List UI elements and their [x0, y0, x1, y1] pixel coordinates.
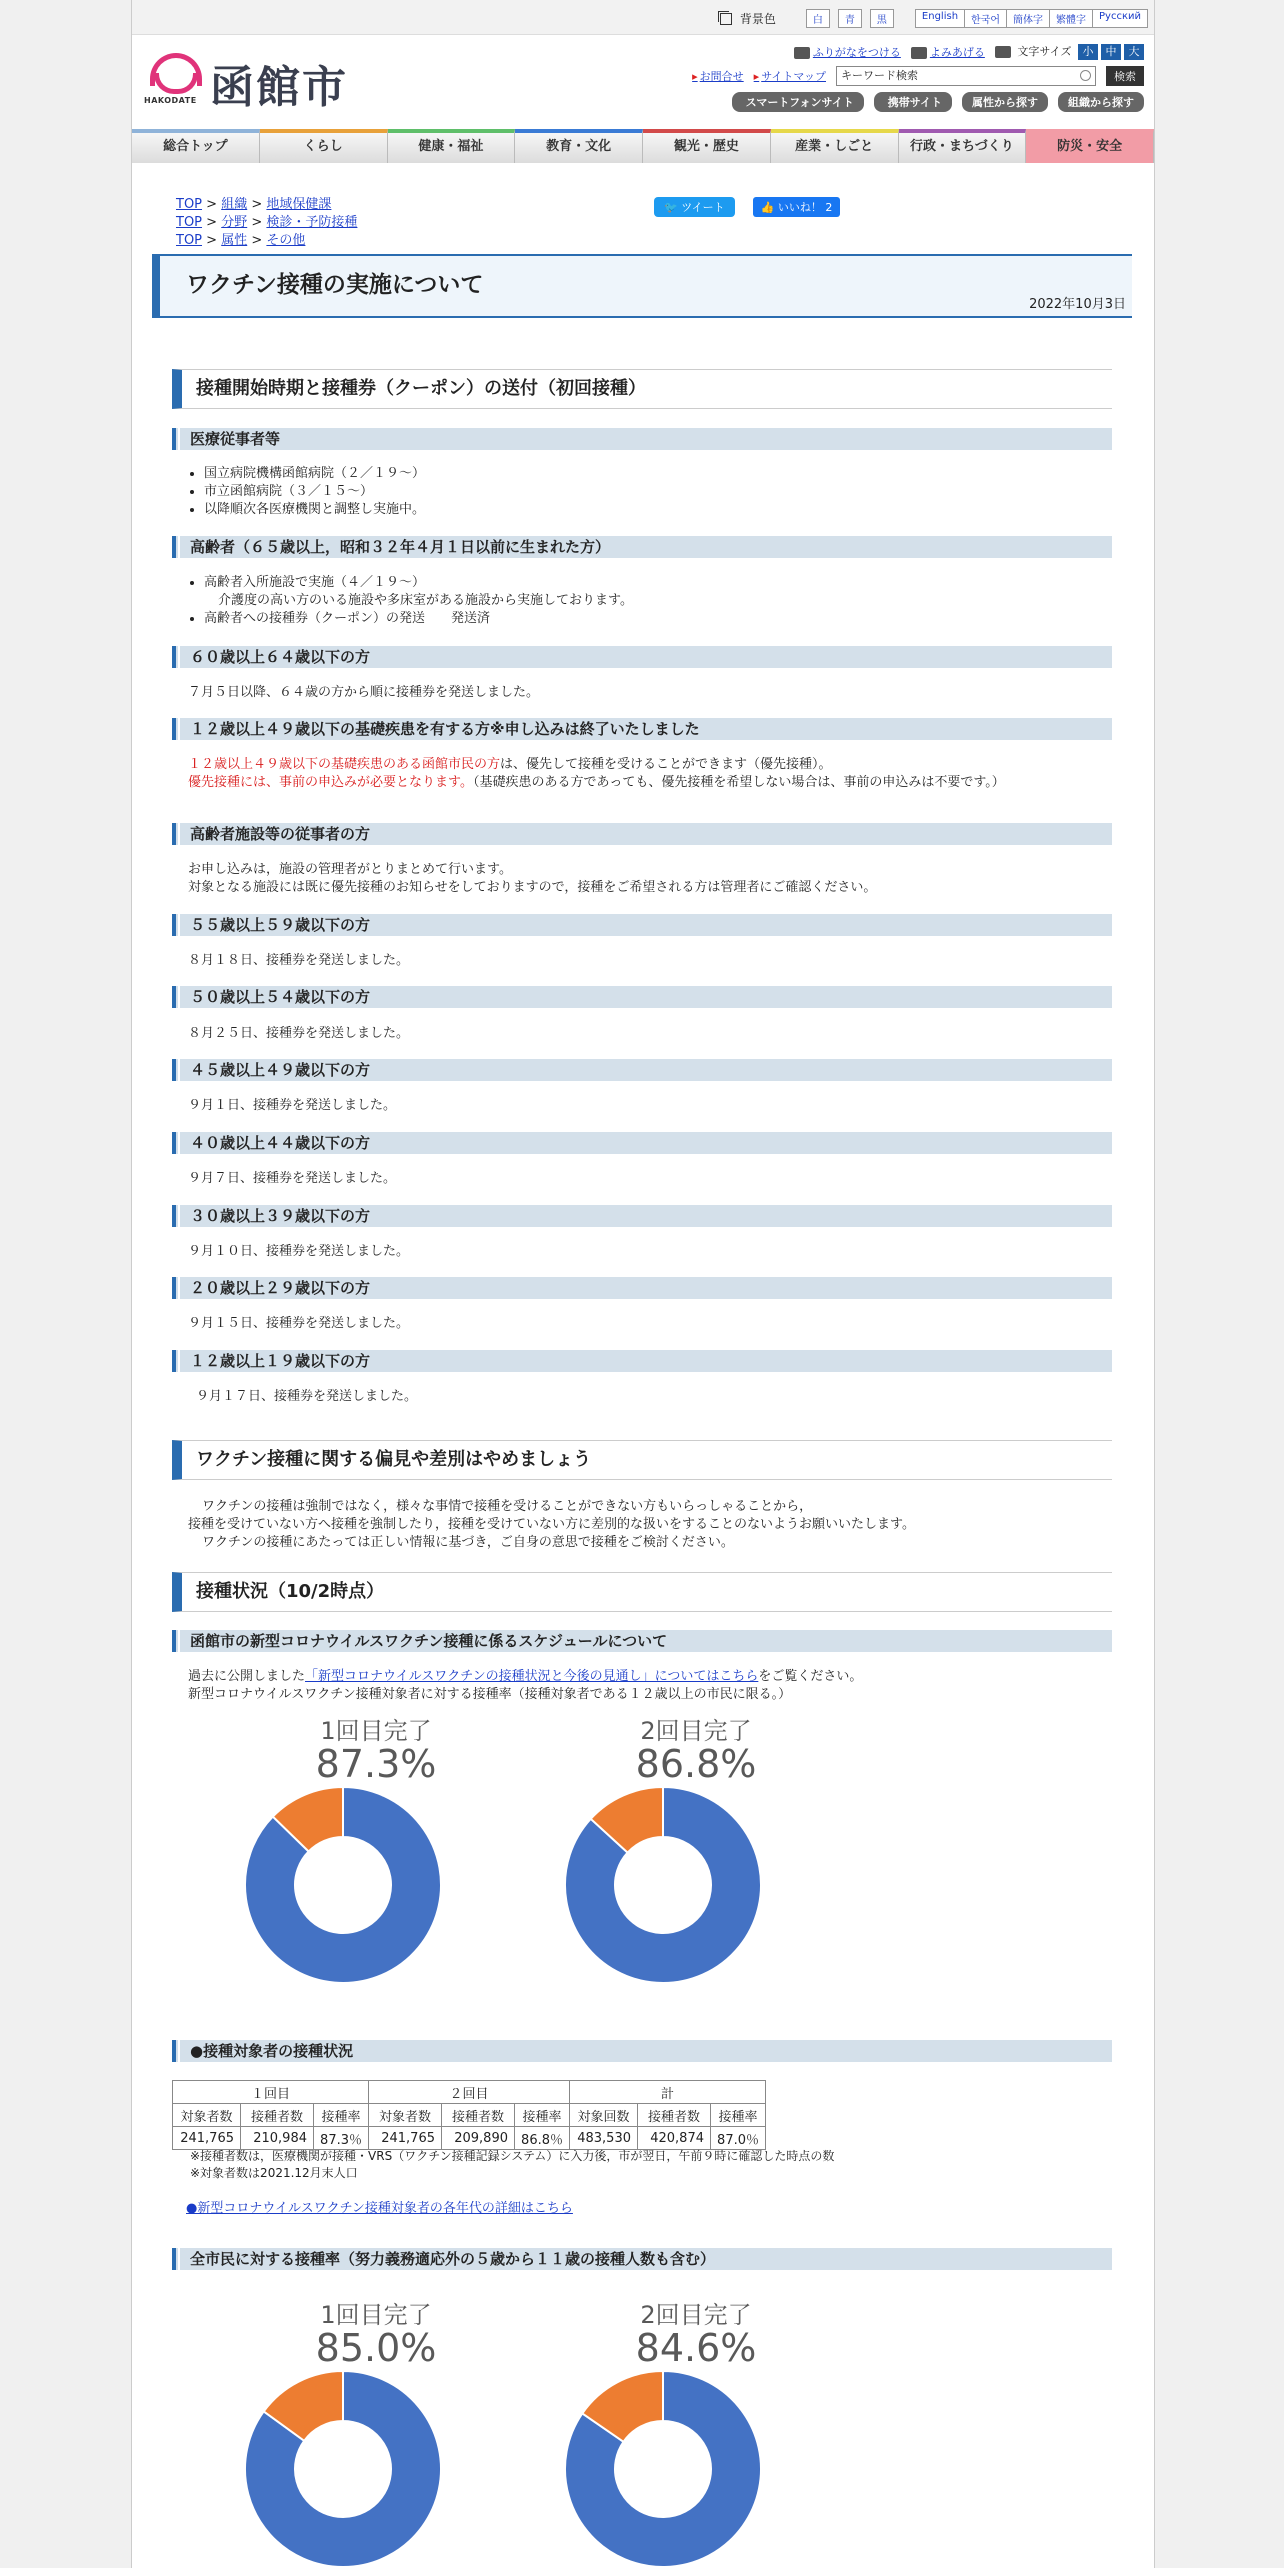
attribute-search-button[interactable]: 属性から探す [962, 92, 1048, 112]
social-buttons [654, 197, 840, 217]
twitter-bird-icon: 🐦 [664, 201, 682, 214]
text-facility-staff: お申し込みは，施設の管理者がとりまとめて行います。 対象となる施設には既に優先接種のお知らせをしておりますので，接種をご希望される方は管理者にご確認ください。 [188, 862, 877, 895]
header-tools [664, 43, 1144, 118]
tweet-button[interactable]: 🐦 ツイート [654, 197, 735, 217]
nav-kurashi[interactable]: くらし [260, 129, 388, 163]
table-cell: 87.3％ [314, 2127, 369, 2150]
list-item: • 市立函館病院（３／１５～） [204, 483, 425, 501]
table-cell: 241,765 [173, 2127, 241, 2150]
table-cell: 241,765 [369, 2127, 442, 2150]
donut-chart-4 [563, 2369, 763, 2568]
bg-blue-button[interactable]: 青 [838, 9, 862, 28]
nav-administration[interactable]: 行政・まちづくり [899, 129, 1027, 163]
heading-medical: 医療従事者等 [172, 428, 1112, 450]
crumb-org-dept[interactable]: 地域保健課 [266, 197, 332, 212]
nav-tourism[interactable]: 観光・歴史 [643, 129, 771, 163]
heading-50-54: ５０歳以上５４歳以下の方 [172, 986, 1112, 1008]
facebook-like-button[interactable]: 👍 いいね！ 2 [753, 197, 841, 217]
bg-white-button[interactable]: 白 [806, 9, 830, 28]
crumb-top[interactable]: TOP [176, 197, 203, 212]
table-col-header: 接種者数 [442, 2104, 515, 2127]
nav-top[interactable]: 総合トップ [132, 129, 260, 163]
crumb-attr[interactable]: 属性 [221, 233, 248, 248]
table-col-header: 対象者数 [173, 2104, 241, 2127]
speaker-icon [911, 47, 927, 59]
nav-industry[interactable]: 産業・しごと [771, 129, 899, 163]
crumb-top[interactable]: TOP [176, 215, 203, 230]
font-size-large-button[interactable]: 大 [1124, 44, 1144, 60]
site-header [132, 35, 1154, 127]
section-heading-status: 接種状況（10/2時点） [172, 1572, 1112, 1612]
vaccination-status-table [172, 2080, 766, 2150]
crumb-org[interactable]: 組織 [221, 197, 248, 212]
inquiry-link[interactable]: ▸ お問合せ [692, 68, 744, 84]
search-input[interactable] [836, 66, 1096, 86]
table-col-header: 接種率 [515, 2104, 570, 2127]
font-size-control [995, 43, 1144, 60]
search-placeholder: キーワード検索 [841, 69, 918, 82]
table-cell: 87.0％ [711, 2127, 766, 2150]
page-title: ワクチン接種の実施について [186, 272, 484, 298]
list-item: • 以降順次各医療機関と調整し実施中。 [204, 501, 425, 519]
font-size-medium-button[interactable]: 中 [1101, 44, 1121, 60]
table-row [173, 2127, 766, 2150]
text-50-54: ８月２５日、接種券を発送しました。 [188, 1026, 410, 1041]
table-col-header: 接種者数 [241, 2104, 314, 2127]
text-schedule-info: 過去に公開しました「新型コロナウイルスワクチンの接種状況と今後の見通し」についてはこちらをご覧ください。 新型コロナウイルスワクチン接種対象者に対する接種率（接種対象者である１２歳以上の市民に限る。） [188, 1669, 863, 1702]
furigana-icon [794, 47, 810, 59]
bg-color-label: 背景色 [739, 12, 776, 26]
site-logo[interactable] [144, 51, 348, 115]
heading-12-19: １２歳以上１９歳以下の方 [172, 1350, 1112, 1372]
list-item: • 国立病院機構函館病院（２／１９～） [204, 465, 425, 483]
age-detail-link[interactable]: ●新型コロナウイルスワクチン接種対象者の各年代の詳細はこちら [186, 2201, 573, 2216]
text-40-44: ９月７日、接種券を発送しました。 [188, 1171, 397, 1186]
heading-target-status: ●接種対象者の接種状況 [172, 2040, 1112, 2062]
text-12-49-condition: １２歳以上４９歳以下の基礎疾患のある函館市民の方は、優先して接種を受けることができます（優先接種）。 優先接種には、事前の申込みが必要となります。（基礎疾患のある方であっても、優先接種を希望しない場合は、事前の申込みは不要です。） [188, 757, 1005, 790]
elderly-list [184, 574, 633, 628]
table-cell: 209,890 [442, 2127, 515, 2150]
text-30-39: ９月１０日、接種券を発送しました。 [188, 1244, 410, 1259]
lang-simplified-chinese[interactable]: 簡体字 [1006, 9, 1050, 28]
chart-3-title: 1回目完了 85.0% [315, 2301, 437, 2370]
table-col-header: 接種者数 [638, 2104, 711, 2127]
nav-health[interactable]: 健康・福祉 [388, 129, 516, 163]
heading-12-49-condition: １２歳以上４９歳以下の基礎疾患を有する方※申し込みは終了いたしました [172, 718, 1112, 740]
text-no-discrimination: ワクチンの接種は強制ではなく，様々な事情で接種を受けることができない方もいらっしゃることから， 接種を受けていない方へ接種を強制したり，接種を受けていない方に差別的な扱いをすることのないようお願いいたします。 ワクチンの接種にあたっては正しい情報に基づき，ご自身の意思で接種をご検討ください。 [188, 1499, 915, 1550]
heading-55-59: ５５歳以上５９歳以下の方 [172, 914, 1112, 936]
background-color-icon [720, 13, 732, 25]
lang-korean[interactable]: 한국어 [964, 9, 1007, 28]
heading-45-49: ４５歳以上４９歳以下の方 [172, 1059, 1112, 1081]
text-45-49: ９月１日、接種券を発送しました。 [188, 1098, 397, 1113]
search-icon [1080, 70, 1091, 81]
page-title-box [152, 254, 1132, 318]
crumb-attr-item[interactable]: その他 [266, 233, 306, 248]
list-item: • 高齢者への接種券（クーポン）の発送 発送済 [204, 610, 633, 628]
font-size-icon [995, 46, 1011, 58]
global-nav [132, 129, 1154, 163]
table-col-header: 接種率 [314, 2104, 369, 2127]
search-button[interactable]: 検索 [1106, 66, 1144, 86]
lang-english[interactable]: English [915, 9, 965, 28]
furigana-link[interactable]: ふりがなをつける [794, 44, 901, 60]
smartphone-site-button[interactable]: スマートフォンサイト [732, 92, 864, 112]
heading-schedule-info: 函館市の新型コロナウイルスワクチン接種に係るスケジュールについて [172, 1630, 1112, 1652]
logo-subtext: HAKODATE [144, 96, 197, 105]
sitemap-link[interactable]: ▸ サイトマップ [754, 68, 826, 84]
text-20-29: ９月１５日、接種券を発送しました。 [188, 1316, 410, 1331]
heading-30-39: ３０歳以上３９歳以下の方 [172, 1205, 1112, 1227]
table-group-header: 計 [570, 2081, 766, 2104]
table-cell: 420,874 [638, 2127, 711, 2150]
table-notes: ※接種者数は，医療機関が接種・VRS（ワクチン接種記録システム）に入力後，市が翌日，午前９時に確認した時点の数 ※対象者数は2021.12月末人口 [190, 2149, 835, 2180]
heading-60-64: ６０歳以上６４歳以下の方 [172, 646, 1112, 668]
page [131, 0, 1155, 2568]
heading-40-44: ４０歳以上４４歳以下の方 [172, 1132, 1112, 1154]
hakodate-emblem-icon [144, 51, 200, 105]
table-group-header: １回目 [173, 2081, 369, 2104]
breadcrumb: TOP > 組織 > 地域保健課 TOP > 分野 > 検診・予防接種 TOP > 属性 > その他 [176, 197, 358, 248]
text-55-59: ８月１８日、接種券を発送しました。 [188, 953, 410, 968]
vaccination-outlook-link[interactable]: 「新型コロナウイルスワクチンの接種状況と今後の見通し」についてはこちら [305, 1669, 759, 1684]
age-detail-link-wrap [186, 2200, 573, 2218]
table-cell: 483,530 [570, 2127, 638, 2150]
section-heading-no-discrimination: ワクチン接種に関する偏見や差別はやめましょう [172, 1440, 1112, 1480]
font-size-small-button[interactable]: 小 [1078, 44, 1098, 60]
heading-all-citizens: 全市民に対する接種率（努力義務適応外の５歳から１１歳の接種人数も含む） [172, 2248, 1112, 2270]
crumb-field-item[interactable]: 検診・予防接種 [266, 215, 358, 230]
yomiage-link[interactable]: よみあげる [911, 44, 985, 60]
list-item: • 高齢者入所施設で実施（４／１９～） 介護度の高い方のいる施設や多床室がある施設から実施しております。 [204, 574, 633, 610]
table-group-header: ２回目 [369, 2081, 570, 2104]
table-cell: 86.8％ [515, 2127, 570, 2150]
heading-elderly: 高齢者（６５歳以上，昭和３２年４月１日以前に生まれた方） [172, 536, 1112, 558]
thumbs-up-icon: 👍 [760, 201, 778, 214]
heading-facility-staff: 高齢者施設等の従事者の方 [172, 823, 1112, 845]
section-heading-schedule: 接種開始時期と接種券（クーポン）の送付（初回接種） [172, 369, 1112, 409]
chart-1-title: 1回目完了 87.3% [315, 1717, 437, 1786]
chart-4-title: 2回目完了 84.6% [635, 2301, 757, 2370]
text-60-64: ７月５日以降、６４歳の方から順に接種券を発送しました。 [188, 685, 540, 700]
crumb-top[interactable]: TOP [176, 233, 203, 248]
utility-bar [132, 0, 1154, 35]
medical-list [184, 465, 425, 519]
mobile-site-button[interactable]: 携帯サイト [874, 92, 952, 112]
font-size-label: 文字サイズ [1017, 45, 1072, 58]
organization-search-button[interactable]: 組織から探す [1058, 92, 1144, 112]
nav-disaster[interactable]: 防災・安全 [1026, 129, 1154, 163]
bg-black-button[interactable]: 黒 [870, 9, 894, 28]
lang-traditional-chinese[interactable]: 繁體字 [1049, 9, 1093, 28]
text-12-19: ９月１７日、接種券を発送しました。 [196, 1389, 418, 1404]
donut-chart-1 [243, 1785, 443, 1985]
crumb-field[interactable]: 分野 [221, 215, 248, 230]
lang-russian[interactable]: Русский [1092, 9, 1148, 28]
donut-chart-2 [563, 1785, 763, 1985]
table-col-header: 接種率 [711, 2104, 766, 2127]
heading-20-29: ２０歳以上２９歳以下の方 [172, 1277, 1112, 1299]
table-col-header: 対象者数 [369, 2104, 442, 2127]
page-date: 2022年10月3日 [1029, 297, 1126, 312]
logo-text: 函館市 [210, 62, 348, 113]
nav-education[interactable]: 教育・文化 [515, 129, 643, 163]
table-col-header: 対象回数 [570, 2104, 638, 2127]
chart-2-title: 2回目完了 86.8% [635, 1717, 757, 1786]
table-cell: 210,984 [241, 2127, 314, 2150]
donut-chart-3 [243, 2369, 443, 2568]
